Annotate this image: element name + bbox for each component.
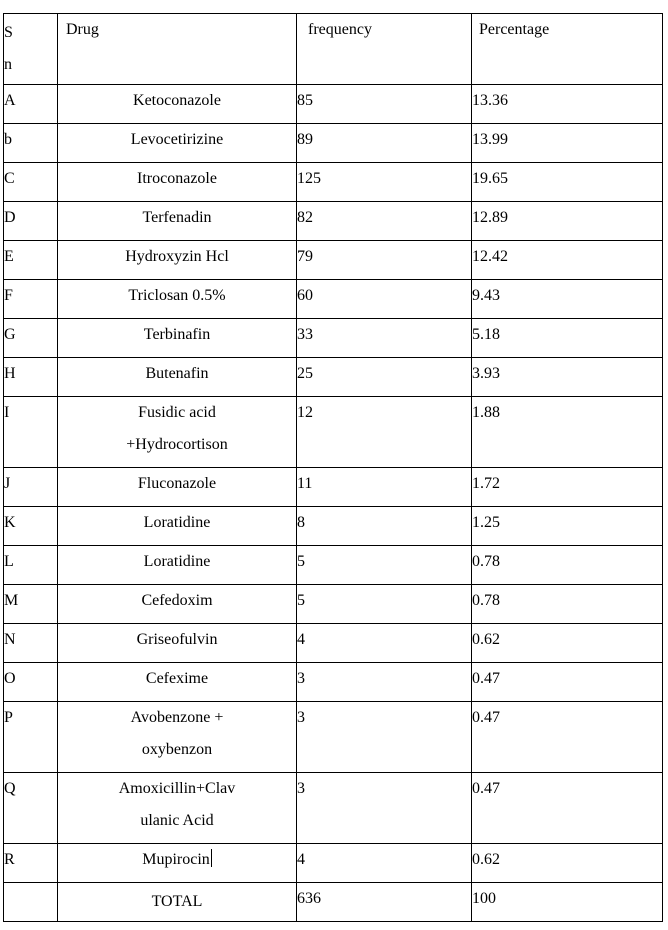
drug-name-line: Terfenadin [142, 209, 212, 226]
drug-cell[interactable] [58, 546, 297, 585]
percentage-cell[interactable]: 9.43 [472, 280, 663, 319]
drug-name-line: Itroconazole [137, 170, 217, 187]
frequency-cell[interactable]: 125 [297, 163, 472, 202]
frequency-cell[interactable]: 79 [297, 241, 472, 280]
percentage-cell[interactable]: 13.99 [472, 124, 663, 163]
frequency-cell[interactable]: 33 [297, 319, 472, 358]
drug-name-line: Fluconazole [137, 475, 217, 492]
percentage-cell[interactable]: 3.93 [472, 358, 663, 397]
percentage-cell[interactable]: 0.62 [472, 844, 663, 883]
frequency-cell[interactable]: 4 [297, 844, 472, 883]
table-row [4, 85, 663, 124]
percentage-cell[interactable]: 1.72 [472, 468, 663, 507]
text-cursor [211, 849, 212, 867]
frequency-cell[interactable]: 25 [297, 358, 472, 397]
drug-cell[interactable] [58, 163, 297, 202]
drug-cell[interactable] [58, 844, 297, 883]
drug-cell[interactable] [58, 85, 297, 124]
drug-cell[interactable] [58, 624, 297, 663]
table-row [4, 663, 663, 702]
percentage-cell[interactable]: 0.78 [472, 546, 663, 585]
percentage-cell[interactable]: 1.88 [472, 397, 663, 468]
sn-cell[interactable]: D [4, 202, 58, 241]
sn-cell[interactable]: F [4, 280, 58, 319]
drug-name-line: Hydroxyzin Hcl [125, 248, 229, 265]
sn-cell[interactable]: H [4, 358, 58, 397]
frequency-cell[interactable]: 4 [297, 624, 472, 663]
frequency-cell[interactable]: 3 [297, 663, 472, 702]
percentage-cell[interactable]: 19.65 [472, 163, 663, 202]
drug-cell[interactable] [58, 124, 297, 163]
drug-cell[interactable] [58, 468, 297, 507]
header-sn-line1: S [4, 24, 13, 41]
sn-cell[interactable]: M [4, 585, 58, 624]
drug-frequency-table [3, 13, 663, 922]
table-row [4, 163, 663, 202]
drug-cell[interactable] [58, 585, 297, 624]
sn-cell[interactable]: J [4, 468, 58, 507]
frequency-cell[interactable]: 3 [297, 773, 472, 844]
drug-name-line: Terbinafin [143, 326, 211, 343]
frequency-cell[interactable]: 60 [297, 280, 472, 319]
drug-name-line: Levocetirizine [130, 131, 224, 148]
frequency-cell[interactable]: 8 [297, 507, 472, 546]
frequency-cell[interactable]: 3 [297, 702, 472, 773]
sn-cell[interactable]: b [4, 124, 58, 163]
sn-cell[interactable]: N [4, 624, 58, 663]
frequency-cell[interactable]: 12 [297, 397, 472, 468]
drug-name-text: Mupirocin [142, 851, 210, 868]
drug-cell[interactable] [58, 507, 297, 546]
percentage-cell[interactable]: 1.25 [472, 507, 663, 546]
drug-cell[interactable] [58, 702, 297, 773]
total-frequency-cell[interactable]: 636 [297, 883, 472, 922]
header-sn[interactable] [4, 14, 58, 85]
drug-name-line: ulanic Acid [140, 812, 214, 829]
table-header-row [4, 14, 663, 85]
drug-cell[interactable] [58, 280, 297, 319]
sn-cell[interactable]: O [4, 663, 58, 702]
table-row [4, 280, 663, 319]
drug-name-line: Triclosan 0.5% [128, 287, 226, 304]
sn-cell[interactable]: G [4, 319, 58, 358]
header-percentage[interactable]: Percentage [472, 14, 663, 85]
frequency-cell[interactable]: 11 [297, 468, 472, 507]
header-sn-line2: n [4, 56, 12, 73]
drug-cell[interactable] [58, 663, 297, 702]
sn-cell[interactable]: C [4, 163, 58, 202]
drug-name-line: Loratidine [143, 514, 211, 531]
sn-cell[interactable]: E [4, 241, 58, 280]
drug-name-line: Cefedoxim [141, 592, 213, 609]
frequency-cell[interactable]: 5 [297, 585, 472, 624]
drug-name-line: Amoxicillin+Clav [118, 780, 236, 797]
sn-cell[interactable]: A [4, 85, 58, 124]
frequency-cell[interactable]: 82 [297, 202, 472, 241]
percentage-cell[interactable]: 0.47 [472, 663, 663, 702]
total-label-cell[interactable]: TOTAL [58, 883, 297, 922]
total-row [4, 883, 663, 922]
total-percentage-cell[interactable]: 100 [472, 883, 663, 922]
drug-cell[interactable] [58, 358, 297, 397]
table-row [4, 468, 663, 507]
sn-cell[interactable]: K [4, 507, 58, 546]
percentage-cell[interactable]: 12.89 [472, 202, 663, 241]
drug-cell[interactable] [58, 397, 297, 468]
drug-name-line: Cefexime [145, 670, 209, 687]
table-row [4, 507, 663, 546]
table-row [4, 124, 663, 163]
drug-cell[interactable] [58, 202, 297, 241]
percentage-cell[interactable]: 13.36 [472, 85, 663, 124]
drug-cell[interactable] [58, 773, 297, 844]
drug-name-line [58, 844, 296, 876]
table-row [4, 624, 663, 663]
drug-name-line: Avobenzone + [130, 709, 224, 726]
frequency-cell[interactable]: 89 [297, 124, 472, 163]
drug-name-line: oxybenzon [141, 741, 213, 758]
drug-cell[interactable] [58, 241, 297, 280]
percentage-cell[interactable]: 12.42 [472, 241, 663, 280]
percentage-cell[interactable]: 0.78 [472, 585, 663, 624]
percentage-cell[interactable]: 0.47 [472, 773, 663, 844]
table-row [4, 702, 663, 773]
sn-cell[interactable]: L [4, 546, 58, 585]
table-row [4, 319, 663, 358]
table-row [4, 585, 663, 624]
table-row [4, 358, 663, 397]
table-body [4, 14, 663, 922]
header-frequency[interactable]: frequency [297, 14, 472, 85]
header-drug[interactable]: Drug [58, 14, 297, 85]
sn-cell[interactable]: P [4, 702, 58, 773]
table-row [4, 397, 663, 468]
table-row [4, 844, 663, 883]
sn-cell[interactable]: R [4, 844, 58, 883]
sn-cell[interactable]: Q [4, 773, 58, 844]
drug-name-line: Griseofulvin [136, 631, 218, 648]
table-row [4, 241, 663, 280]
drug-name-line: Ketoconazole [133, 92, 221, 109]
percentage-cell[interactable]: 0.47 [472, 702, 663, 773]
table-row [4, 773, 663, 844]
frequency-cell[interactable]: 85 [297, 85, 472, 124]
percentage-cell[interactable]: 5.18 [472, 319, 663, 358]
drug-name-line: +Hydrocortison [126, 436, 228, 453]
percentage-cell[interactable]: 0.62 [472, 624, 663, 663]
drug-name-line: Butenafin [145, 365, 209, 382]
drug-name-line: Loratidine [143, 553, 211, 570]
frequency-cell[interactable]: 5 [297, 546, 472, 585]
table-row [4, 546, 663, 585]
drug-cell[interactable] [58, 319, 297, 358]
table-row [4, 202, 663, 241]
sn-cell[interactable]: I [4, 397, 58, 468]
total-sn-cell[interactable] [4, 883, 58, 922]
drug-name-line: Fusidic acid [138, 404, 216, 421]
